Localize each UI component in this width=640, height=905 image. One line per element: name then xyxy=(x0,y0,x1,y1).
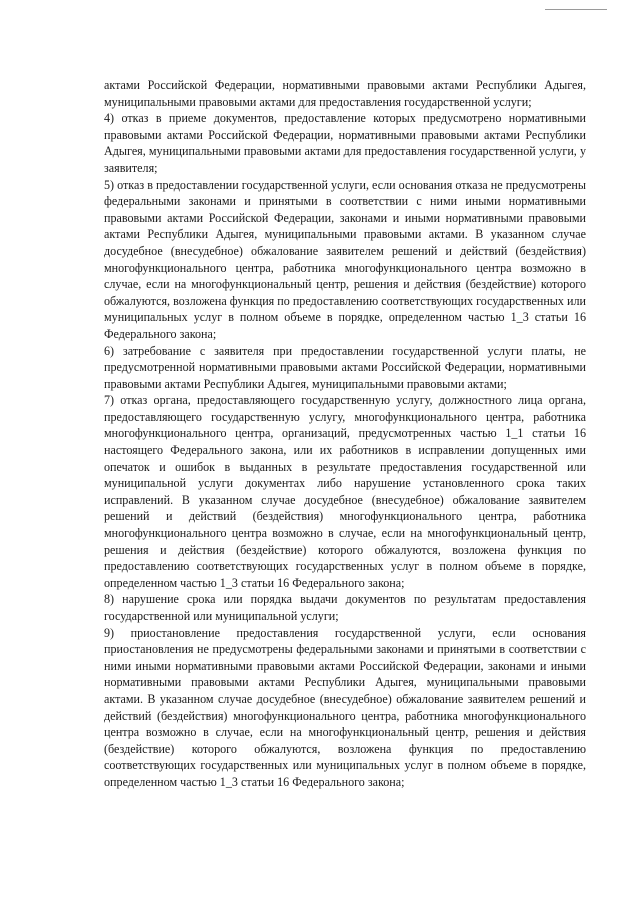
paragraph-item-9: 9) приостановление предоставления государственной услуги, если основания приостановления не предусмотрены федеральными законами и принятыми в соответствии с ними иными нормативными правовыми актами Российской Федерации, законами и иными нормативными правовыми актами Республики Адыгея, муниципальными правовыми актами. В указанном случае досудебное (внесудебное) обжалование заявителем решений и действий (бездействия) многофункционального центра, работника многофункционального центра возможно в случае, если на многофункциональный центр, решения и действия (бездействие) которого обжалуются, возложена функция по предоставлению соответствующих государственных или муниципальных услуг в полном объеме в порядке, определенном частью 1_3 статьи 16 Федерального закона; xyxy=(104,625,586,789)
scan-artifact-line xyxy=(545,9,607,10)
paragraph-item-6: 6) затребование с заявителя при предоставлении государственной услуги платы, не предусмотренной нормативными правовыми актами Российской Федерации, нормативными правовыми актами Республики Адыгея, муниципальными правовыми актами; xyxy=(104,343,586,391)
paragraph-item-4: 4) отказ в приеме документов, предоставление которых предусмотрено нормативными правовыми актами Российской Федерации, нормативными правовыми актами Республики Адыгея, муниципальными правовыми актами для предоставления государственной услуги, у заявителя; xyxy=(104,111,586,175)
paragraph-item-7: 7) отказ органа, предоставляющего государственную услугу, должностного лица органа, предоставляющего государственную услугу, многофункционального центра, работника многофункционального центра, организаций, предусмотренных частью 1_1 статьи 16 настоящего Федерального закона, или их работников в исправлении допущенных ими опечаток и ошибок в выданных в результате предоставления государственной или муниципальной услуги документах либо нарушение установленного срока таких исправлений. В указанном случае досудебное (внесудебное) обжалование заявителем решений и действий (бездействия) многофункционального центра, работника многофункционального центра возможно в случае, если на многофункциональный центр, решения и действия (бездействие) которого обжалуются, возложена функция по предоставлению соответствующих государственных услуг в полном объеме в порядке, определенном частью 1_3 статьи 16 Федерального закона; xyxy=(104,393,586,590)
paragraph-continuation: актами Российской Федерации, нормативными правовыми актами Республики Адыгея, муниципальными правовыми актами для предоставления государственной услуги; xyxy=(104,78,586,109)
document-text-body xyxy=(104,77,586,791)
paragraph-item-5: 5) отказ в предоставлении государственной услуги, если основания отказа не предусмотрены федеральными законами и принятыми в соответствии с ними иными нормативными правовыми актами Российской Федерации, законами и иными нормативными правовыми актами Республики Адыгея, муниципальными правовыми актами. В указанном случае досудебное (внесудебное) обжалование заявителем решений и действий (бездействия) многофункционального центра, работника многофункционального центра возможно в случае, если на многофункциональный центр, решения и действия (бездействие) которого обжалуются, возложена функция по предоставлению соответствующих государственных или муниципальных услуг в полном объеме в порядке, определенном частью 1_3 статьи 16 Федерального закона; xyxy=(104,177,586,341)
paragraph-item-8: 8) нарушение срока или порядка выдачи документов по результатам предоставления государственной или муниципальной услуги; xyxy=(104,592,586,623)
